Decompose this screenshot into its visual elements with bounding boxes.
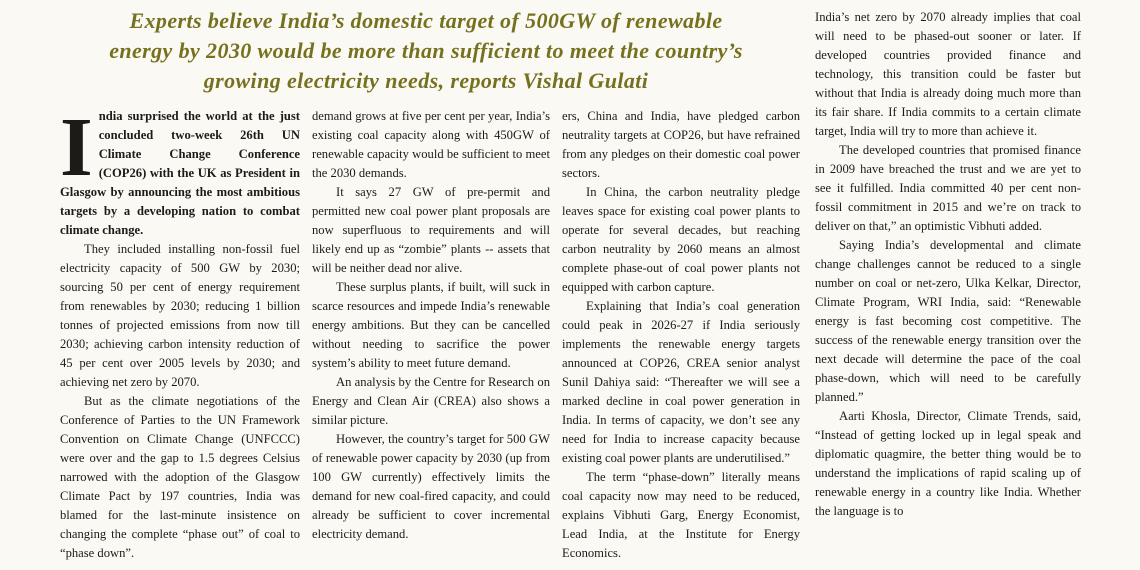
article-column-3	[562, 107, 800, 570]
body-paragraph: Aarti Khosla, Director, Climate Trends, said, “Instead of getting locked up in legal speak and diplomatic quagmire, the better thing would be to understand the implications of rapid scaling up of renewable energy in a country like India. Whether the language is to	[815, 409, 1081, 518]
body-paragraph: Saying India’s developmental and climate change challenges cannot be reduced to a single number on coal or net-zero, Ulka Kelkar, Director, Climate Program, WRI India, said: “Renewable energy is fast becoming cost competitive. The success of the renewable energy transition over the next decade will determine the pace of the coal phase-down, which will need to be carefully planned.”	[815, 238, 1081, 404]
deck-line-1: Experts believe India’s domestic target of 500GW of renewable	[129, 8, 723, 33]
body-paragraph: India’s net zero by 2070 already implies that coal will need to be phased-out sooner or later. If developed countries provided finance and technology, this transition could be faster but without that India is already doing much more than its fair share. If India commits to a certain climate target, India will try to more than achieve it.	[815, 10, 1081, 138]
body-paragraph: The developed countries that promised finance in 2009 have breached the trust and we are yet to see it fulfilled. India committed 40 per cent non-fossil commitment in 2015 and we’re on track to deliver on that,” an optimistic Vibhuti added.	[815, 143, 1081, 233]
body-paragraph: The term “phase-down” literally means coal capacity now may need to be reduced, explains Vibhuti Garg, Energy Economist, Lead India, at the Institute for Energy Economics.	[562, 470, 800, 560]
article-column-4	[815, 8, 1081, 570]
lead-paragraph: ndia surprised the world at the just concluded two-week 26th UN Climate Change Conference (COP26) with the UK as President in Glasgow by announcing the most ambitious targets by a developing nation to combat climate change.	[60, 109, 300, 237]
deck-line-2: energy by 2030 would be more than sufficient to meet the country’s	[109, 38, 743, 63]
body-paragraph: ers, China and India, have pledged carbon neutrality targets at COP26, but have refrained from any pledges on their domestic coal power sectors.	[562, 109, 800, 180]
body-paragraph: But as the climate negotiations of the Conference of Parties to the UN Framework Convention on Climate Change (UNFCCC) were over and the gap to 1.5 degrees Celsius narrowed with the adoption of the Glasgow Climate Pact by 197 countries, India was blamed for the last-minute insistence on changing the complete “phase out” of coal to “phase down”.	[60, 394, 300, 560]
drop-cap: I	[60, 107, 93, 194]
deck-line-3: growing electricity needs, reports Vishal Gulati	[203, 68, 649, 93]
article-column-2	[312, 107, 550, 570]
body-paragraph: demand grows at five per cent per year, India’s existing coal capacity along with 450GW of renewable capacity would be sufficient to meet the 2030 demands.	[312, 109, 550, 180]
body-paragraph: They included installing non-fossil fuel electricity capacity of 500 GW by 2030; sourcing 50 per cent of energy requirement from renewables by 2030; reducing 1 billion tonnes of projected emissions from now till 2030; achieving carbon intensity reduction of 45 per cent over 2005 levels by 2030; and achieving net zero by 2070.	[60, 242, 300, 389]
body-paragraph: These surplus plants, if built, will suck in scarce resources and impede India’s renewable energy ambitions. But they can be cancelled without needing to sacrifice the power system’s ability to meet future demand.	[312, 280, 550, 370]
body-paragraph: Explaining that India’s coal generation could peak in 2026-27 if India seriously implements the renewable energy targets announced at COP26, CREA senior analyst Sunil Dahiya said: “Thereafter we will see a marked decline in coal power generation in India. In terms of capacity, we don’t see any need for India to increase capacity because existing coal power plants are underutilised.”	[562, 299, 800, 465]
article-column-1	[60, 107, 300, 570]
body-paragraph: It says 27 GW of pre-permit and permitted new coal power plant proposals are now superfluous to requirements and will likely end up as “zombie” plants -- assets that will be neither dead nor alive.	[312, 185, 550, 275]
body-paragraph: An analysis by the Centre for Research on Energy and Clean Air (CREA) also shows a similar picture.	[312, 375, 550, 427]
article-deck	[52, 6, 800, 96]
body-paragraph: However, the country’s target for 500 GW of renewable power capacity by 2030 (up from 100 GW currently) effectively limits the demand for new coal-fired capacity, and could already be sufficient to cover incremental electricity demand.	[312, 432, 550, 541]
body-paragraph: In China, the carbon neutrality pledge leaves space for existing coal power plants to operate for several decades, but reaching carbon neutrality by 2060 means an almost complete phase-out of coal power plants not equipped with carbon capture.	[562, 185, 800, 294]
